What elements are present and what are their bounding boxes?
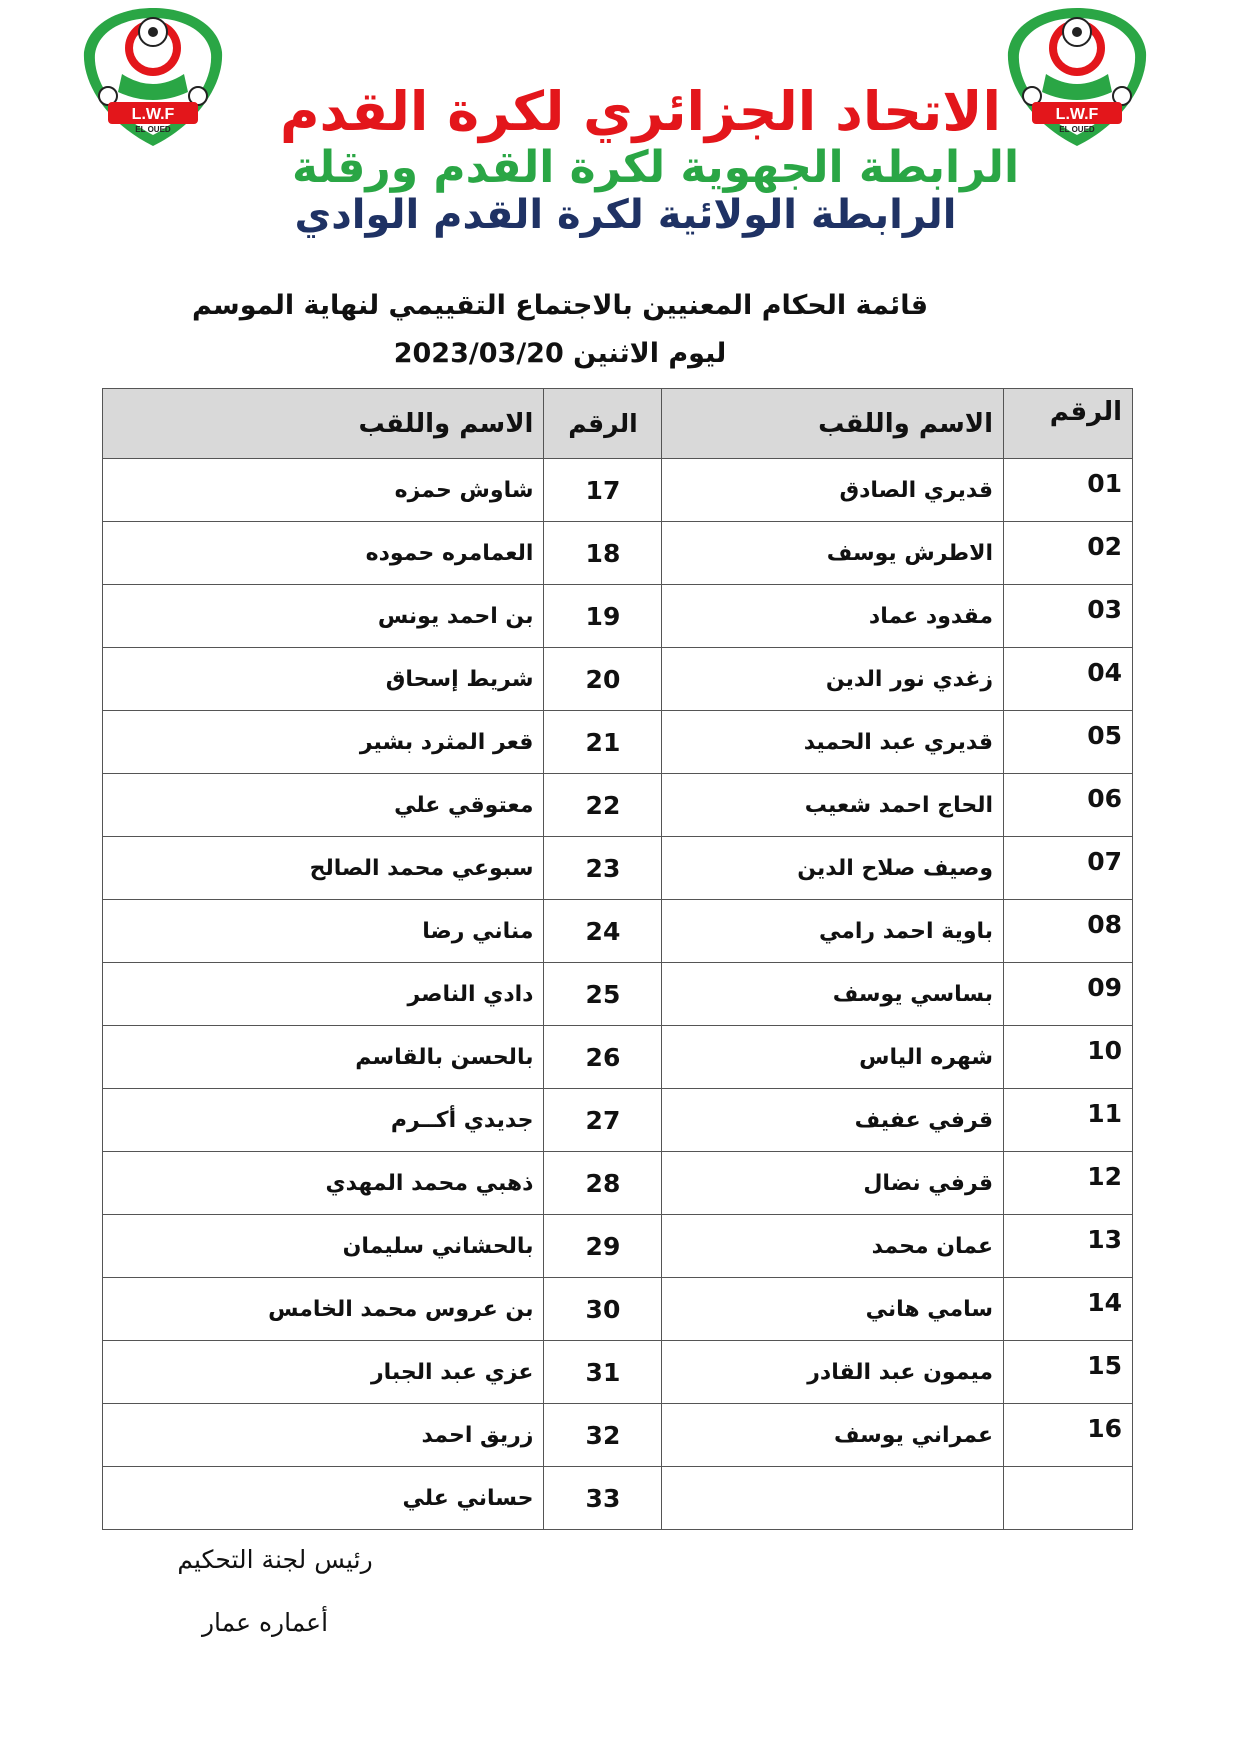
table-row — [103, 459, 1133, 522]
logo-text: L.W.F — [131, 106, 175, 123]
left-name-cell: شاوش حمزه — [103, 459, 544, 522]
left-number-cell: 29 — [544, 1215, 662, 1278]
table-row — [103, 1089, 1133, 1152]
document-date: ليوم الاثنين 2023/03/20 — [393, 338, 727, 369]
right-name-cell: قديري الصادق — [662, 459, 1004, 522]
left-name-cell: مناني رضا — [103, 900, 544, 963]
signature-name: أعماره عمار — [201, 1608, 329, 1637]
left-number-cell: 20 — [544, 648, 662, 711]
right-name-cell: باوية احمد رامي — [662, 900, 1004, 963]
table-row — [103, 837, 1133, 900]
wilaya-league-title: الرابطة الولائية لكرة القدم الوادي — [294, 192, 957, 238]
right-number-cell: 14 — [1004, 1278, 1133, 1341]
left-name-cell: بن عروس محمد الخامس — [103, 1278, 544, 1341]
left-name-cell: بن احمد يونس — [103, 585, 544, 648]
left-name-cell: عزي عبد الجبار — [103, 1341, 544, 1404]
signature-role: رئيس لجنة التحكيم — [177, 1545, 373, 1574]
right-number-cell: 15 — [1004, 1341, 1133, 1404]
left-name-cell: سبوعي محمد الصالح — [103, 837, 544, 900]
table-row — [103, 1026, 1133, 1089]
right-name-cell: قرفي عفيف — [662, 1089, 1004, 1152]
left-name-cell: العمامره حموده — [103, 522, 544, 585]
left-name-cell: زريق احمد — [103, 1404, 544, 1467]
right-name-cell: شهره الياس — [662, 1026, 1004, 1089]
right-name-cell: قرفي نضال — [662, 1152, 1004, 1215]
table-row — [103, 963, 1133, 1026]
right-number-cell: 08 — [1004, 900, 1133, 963]
document-title: قائمة الحكام المعنيين بالاجتماع التقييمي لنهاية الموسم — [191, 290, 929, 321]
left-name-cell: دادي الناصر — [103, 963, 544, 1026]
left-name-cell: معتوقي علي — [103, 774, 544, 837]
right-name-cell: الحاج احمد شعيب — [662, 774, 1004, 837]
table-row — [103, 1278, 1133, 1341]
table-row — [103, 522, 1133, 585]
right-name-cell: وصيف صلاح الدين — [662, 837, 1004, 900]
right-name-cell: سامي هاني — [662, 1278, 1004, 1341]
right-name-cell: عمراني يوسف — [662, 1404, 1004, 1467]
right-name-cell: زغدي نور الدين — [662, 648, 1004, 711]
right-number-cell: 04 — [1004, 648, 1133, 711]
table-row — [103, 774, 1133, 837]
right-number-cell: 13 — [1004, 1215, 1133, 1278]
right-number-cell: 05 — [1004, 711, 1133, 774]
right-number-cell: 11 — [1004, 1089, 1133, 1152]
table-row — [103, 648, 1133, 711]
left-number-cell: 27 — [544, 1089, 662, 1152]
left-name-cell: شريط إسحاق — [103, 648, 544, 711]
regional-league-title: الرابطة الجهوية لكرة القدم ورقلة — [291, 142, 1020, 193]
right-number-cell — [1004, 1467, 1133, 1530]
header-number-right: الرقم — [1004, 389, 1133, 459]
logo-subtext: EL OUED — [135, 125, 171, 134]
right-number-cell: 02 — [1004, 522, 1133, 585]
svg-text:EL OUED: EL OUED — [1059, 125, 1095, 134]
left-name-cell: بالحشاني سليمان — [103, 1215, 544, 1278]
right-number-cell: 10 — [1004, 1026, 1133, 1089]
left-number-cell: 33 — [544, 1467, 662, 1530]
table-row — [103, 585, 1133, 648]
right-name-cell: قديري عبد الحميد — [662, 711, 1004, 774]
header-name-left: الاسم واللقب — [103, 389, 544, 459]
left-number-cell: 26 — [544, 1026, 662, 1089]
right-name-cell: مقدود عماد — [662, 585, 1004, 648]
table-row — [103, 1215, 1133, 1278]
right-name-cell: عمان محمد — [662, 1215, 1004, 1278]
right-number-cell: 07 — [1004, 837, 1133, 900]
left-name-cell: ذهبي محمد المهدي — [103, 1152, 544, 1215]
right-name-cell: بساسي يوسف — [662, 963, 1004, 1026]
right-number-cell: 12 — [1004, 1152, 1133, 1215]
left-number-cell: 25 — [544, 963, 662, 1026]
right-name-cell: ميمون عبد القادر — [662, 1341, 1004, 1404]
table-row — [103, 1467, 1133, 1530]
left-number-cell: 17 — [544, 459, 662, 522]
table-row — [103, 1341, 1133, 1404]
right-number-cell: 01 — [1004, 459, 1133, 522]
right-name-cell: الاطرش يوسف — [662, 522, 1004, 585]
right-number-cell: 09 — [1004, 963, 1133, 1026]
header-number-left: الرقم — [544, 389, 662, 459]
left-number-cell: 18 — [544, 522, 662, 585]
table-row — [103, 711, 1133, 774]
left-number-cell: 31 — [544, 1341, 662, 1404]
table-header-row — [103, 389, 1133, 459]
header-name-right: الاسم واللقب — [662, 389, 1004, 459]
referees-table — [102, 388, 1133, 1530]
left-name-cell: جديدي أكــرم — [103, 1089, 544, 1152]
left-name-cell: قعر المثرد بشير — [103, 711, 544, 774]
left-number-cell: 19 — [544, 585, 662, 648]
federation-title: الاتحاد الجزائري لكرة القدم — [279, 80, 1002, 143]
table-row — [103, 1404, 1133, 1467]
left-name-cell: بالحسن بالقاسم — [103, 1026, 544, 1089]
left-number-cell: 28 — [544, 1152, 662, 1215]
svg-text:L.W.F: L.W.F — [1055, 106, 1099, 123]
right-number-cell: 06 — [1004, 774, 1133, 837]
right-number-cell: 16 — [1004, 1404, 1133, 1467]
table-row — [103, 1152, 1133, 1215]
left-number-cell: 22 — [544, 774, 662, 837]
left-number-cell: 32 — [544, 1404, 662, 1467]
left-number-cell: 24 — [544, 900, 662, 963]
table-row — [103, 900, 1133, 963]
right-number-cell: 03 — [1004, 585, 1133, 648]
left-name-cell: حساني علي — [103, 1467, 544, 1530]
left-number-cell: 21 — [544, 711, 662, 774]
right-name-cell — [662, 1467, 1004, 1530]
left-number-cell: 23 — [544, 837, 662, 900]
left-number-cell: 30 — [544, 1278, 662, 1341]
